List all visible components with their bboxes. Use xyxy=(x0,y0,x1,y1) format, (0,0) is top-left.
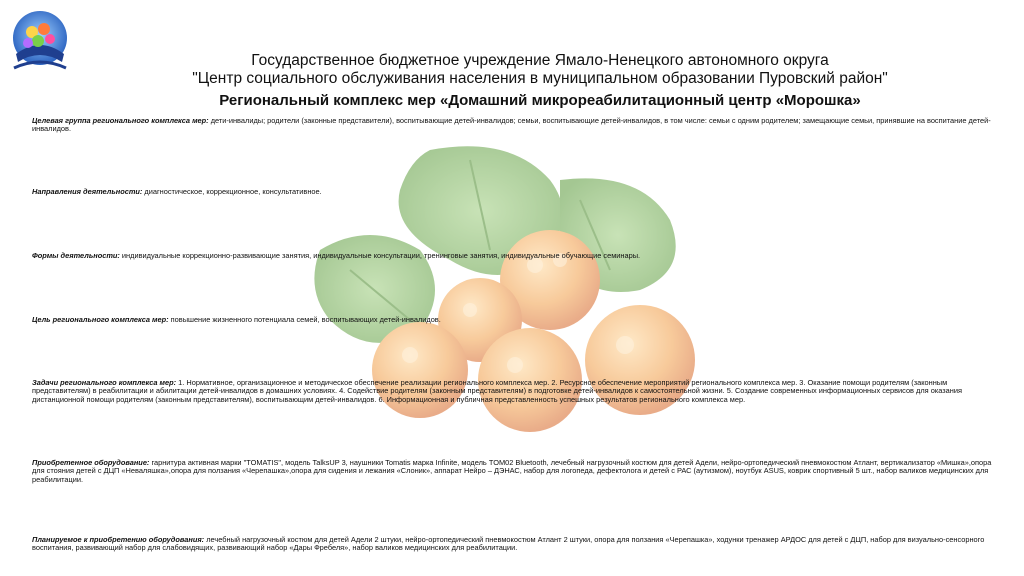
section-label: Планируемое к приобретению оборудования: xyxy=(32,535,205,544)
section-goal xyxy=(32,316,992,324)
organization-name-line-1: Государственное бюджетное учреждение Ямало-Ненецкого автономного округа xyxy=(251,52,829,69)
section-text: диагностическое, коррекционное, консультативное. xyxy=(142,187,322,196)
organization-logo xyxy=(4,2,76,72)
section-label: Направления деятельности: xyxy=(32,187,143,196)
section-text: дети-инвалиды; родители (законные представители), воспитывающие детей-инвалидов; семьи, воспитывающие детей-инвалидов, в том числе: семьи с одним родителем; замещающие семьи, принявшие на воспитание детей-инвалидов. xyxy=(32,116,991,134)
section-text: повышение жизненного потенциала семей, воспитывающих детей-инвалидов. xyxy=(168,315,441,324)
section-text: лечебный нагрузочный костюм для детей Адели 2 штуки, нейро-ортопедический пневмокостюм Атлант 2 штуки, опора для ползания «Черепашка», ходунки тренажер АРДОС для детей с ДЦП, набор для визуально-сенсорного воспитания, развивающий набор для слабовидящих, развивающий набор «Дары Фребеля», набор валиков медицинских для реабилитации. xyxy=(32,535,985,553)
section-purchased-equipment xyxy=(32,459,992,484)
section-label: Приобретенное оборудование: xyxy=(32,458,150,467)
section-label: Цель регионального комплекса мер: xyxy=(32,315,169,324)
section-tasks xyxy=(32,379,992,404)
section-forms xyxy=(32,252,992,260)
section-planned-equipment xyxy=(32,536,992,553)
section-label: Целевая группа регионального комплекса мер: xyxy=(32,116,209,125)
slide-header xyxy=(150,52,930,110)
organization-name-line-2: "Центр социального обслуживания населения в муниципальном образовании Пуровский район" xyxy=(192,70,888,87)
section-label: Задачи регионального комплекса мер: xyxy=(32,378,177,387)
program-title: Региональный комплекс мер «Домашний микрореабилитационный центр «Морошка» xyxy=(219,92,861,109)
section-label: Формы деятельности: xyxy=(32,251,120,260)
section-text: 1. Нормативное, организационное и методическое обеспечение реализации регионального комплекса мер. 2. Ресурсное обеспечение мероприятий регионального комплекса мер. 3. Оказание помощи родителям (законным представителям) в реабилитации и абилитации детей-инвалидов в домашних условиях. 4. Содействие родителям (законным представителям) в подготовке детей-инвалидов к самостоятельной жизни. 5. Создание современных информационных сервисов для оказания дистанционной помощи родителям (законным представителям), воспитывающим детей-инвалидов. 6. Информационная и публичная представленность успешных результатов регионального комплекса мер. xyxy=(32,378,962,404)
section-directions xyxy=(32,188,992,196)
logo-emblem-icon xyxy=(4,2,76,72)
section-text: индивидуальные коррекционно-развивающие занятия, индивидуальные консультации, тренинговые занятия, индивидуальные обучающие семинары. xyxy=(119,251,641,260)
section-text: гарнитура активная марки "TOMATIS", модель TalksUP 3, наушники Tomatis марка Infinite, модель TOM02 Bluetooth, лечебный нагрузочный костюм для детей Адели, нейро-ортопедический пневмокостюм Атлант, вертикализатор «Мишка»,опора для стояния детей с ДЦП «Неваляшка»,опора для ползания «Черепашка»,опора для сидения и лежания «Слоник», аппарат Нейро – ДЭНАС, набор для логопеда, дефектолога и детей с РАС (аутизмом), ноутбук ASUS, коврик спортивный 5 шт., набор валиков медицинских для реабилитации. xyxy=(32,458,992,484)
section-target-group xyxy=(32,117,992,134)
